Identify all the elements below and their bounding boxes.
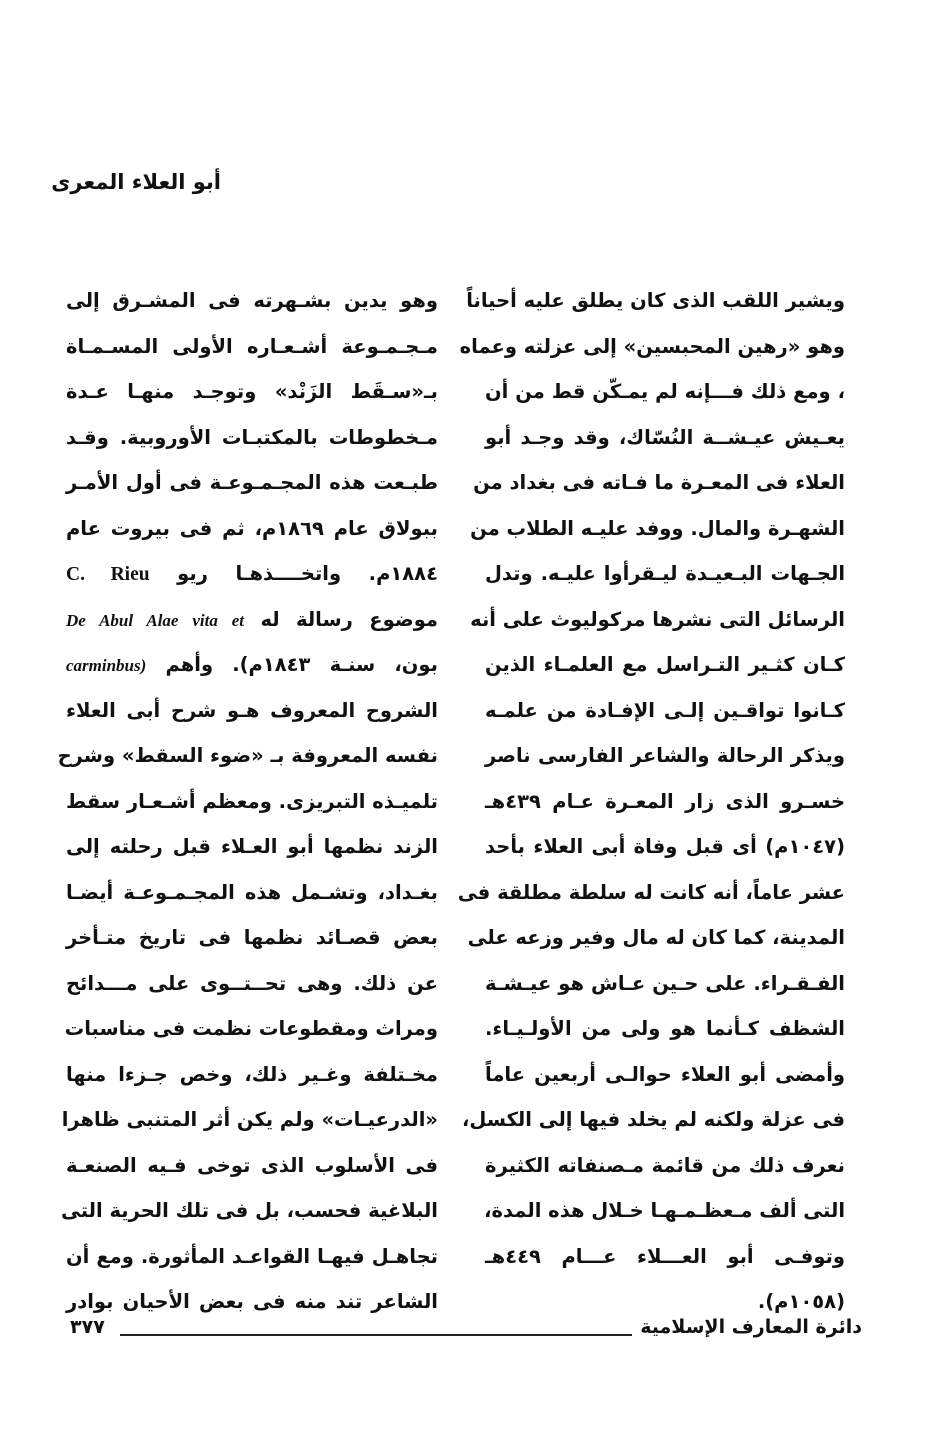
text-line: تجاهـل فيهـا القواعـد المأثورة. ومع أن xyxy=(66,1244,438,1268)
text-line: عن ذلك. وهى تحــتــوى على مـــدائح xyxy=(66,971,438,995)
text-line: مخـتلفة وغـير ذلك، وخص جـزءا منها xyxy=(66,1062,438,1086)
latin-title: carminbus) xyxy=(66,656,147,675)
left-column xyxy=(57,278,438,1325)
text-line: العلاء فى المعـرة ما فـاته فى بغداد من xyxy=(473,471,845,494)
text-line xyxy=(66,642,438,688)
text-line: «الدرعيـات» ولم يكن أثر المتنبى ظاهرا xyxy=(61,1108,438,1131)
text-line: تلميـذه التبريزى. ومعظم أشـعـار سقط xyxy=(65,789,438,813)
footer-rule xyxy=(120,1334,632,1336)
text-line: وأمضى أبو العلاء حوالـى أربعين عاماً xyxy=(485,1062,845,1086)
text-line: المدينة، كما كان له مال وفير وزعه على xyxy=(467,926,845,949)
text-line: الجـهات البـعيـدة ليـقرأوا عليـه. وتدل xyxy=(485,562,845,585)
page-footer xyxy=(70,1316,862,1346)
text-fragment: موضوع رسالة له xyxy=(260,607,438,631)
right-column xyxy=(457,278,845,1325)
text-line: الرسائل التى نشرها مركوليوث على أنه xyxy=(470,607,845,631)
text-line: فى الأسلوب الذى توخى فـيه الصنعـة xyxy=(66,1153,438,1177)
text-fragment: ١٨٨٤م. واتخــــذهـا ريو xyxy=(177,562,438,585)
text-line xyxy=(66,551,438,597)
text-line: الفـقـراء. على حـين عـاش هو عيـشـة xyxy=(485,971,845,995)
text-line: بـ«سـقَط الزَنْد» وتوجـد منهـا عـدة xyxy=(66,380,438,403)
text-line: الشروح المعروف هـو شرح أبى العلاء xyxy=(66,698,438,722)
text-line: ويذكر الرحالة والشاعر الفارسى ناصر xyxy=(485,744,845,767)
text-line xyxy=(66,597,438,643)
running-header: أبو العلاء المعرى xyxy=(51,170,221,194)
text-line: يعـيش عيـشــة النُسّاك، وقد وجـد أبو xyxy=(485,425,845,449)
footer-title: دائرة المعارف الإسلامية xyxy=(640,1316,862,1338)
text-line: (١٠٥٨م). xyxy=(757,1290,845,1313)
text-line: ، ومع ذلك فـــإنه لم يمـكّن قط من أن xyxy=(485,380,845,403)
text-line: مـجـمـوعة أشـعـاره الأولى المسـمـاة xyxy=(66,334,438,358)
text-line: طبـعت هذه المجـمـوعـة فى أول الأمـر xyxy=(66,471,438,494)
text-line: ببولاق عام ١٨٦٩م، ثم فى بيروت عام xyxy=(66,516,438,540)
text-line: الشاعر تند منه فى بعض الأحيان بوادر xyxy=(66,1290,438,1313)
text-line: نعرف ذلك من قائمة مـصنفاته الكثيرة xyxy=(485,1153,845,1177)
text-line: بغـداد، وتشـمل هذه المجـمـوعـة أيضـا xyxy=(66,880,438,904)
text-line: (١٠٤٧م) أى قبل وفاة أبى العلاء بأحد xyxy=(485,835,845,858)
text-line: فى عزلة ولكنه لم يخلد فيها إلى الكسل، xyxy=(461,1108,845,1131)
text-line: نفسه المعروفة بـ «ضوء السقط» وشرح xyxy=(57,744,438,767)
text-line: كـان كثـير التـراسل مع العلمـاء الذين xyxy=(485,653,845,676)
text-line: الزند نظمها أبو العـلاء قبل رحلته إلى xyxy=(66,835,438,858)
text-line: الشظف كـأنما هو ولى من الأولـيـاء. xyxy=(485,1017,845,1040)
latin-name: C. Rieu xyxy=(66,564,150,585)
text-line: خسـرو الذى زار المعـرة عـام ٤٣٩هـ xyxy=(485,789,845,813)
text-line: عشر عاماً، أنه كانت له سلطة مطلقة فى xyxy=(457,880,845,904)
latin-title: De Abul Alae vita et xyxy=(66,610,244,630)
text-line: مـخطوطات بالمكتبـات الأوروبية. وقـد xyxy=(66,425,438,449)
page-number: ٣٧٧ xyxy=(70,1316,105,1338)
text-line: ويشير اللقب الذى كان يطلق عليه أحياناً xyxy=(466,289,845,312)
text-line: البلاغية فحسب، بل فى تلك الحرية التى xyxy=(60,1199,438,1222)
text-line: التى ألف مـعظـمـهـا خـلال هذه المدة، xyxy=(484,1199,845,1222)
text-line: كـانوا تواقـين إلـى الإفـادة من علمـه xyxy=(485,698,845,722)
text-fragment: بون، سنـة ١٨٤٣م). وأهم xyxy=(165,653,438,676)
text-line: ومراث ومقطوعات نظمت فى مناسبات xyxy=(64,1017,438,1040)
text-line: الشهـرة والمال. ووفد عليـه الطلاب من xyxy=(470,516,845,540)
text-line: وتوفـى أبو العـــلاء عـــام ٤٤٩هـ xyxy=(485,1244,845,1268)
text-line: وهو «رهين المحبسين» إلى عزلته وعماه xyxy=(459,334,845,358)
text-line: بعض قصـائد نظمها فى تاريخ متـأخر xyxy=(66,926,438,949)
text-line: وهو يدين بشـهرته فى المشـرق إلى xyxy=(66,289,438,312)
